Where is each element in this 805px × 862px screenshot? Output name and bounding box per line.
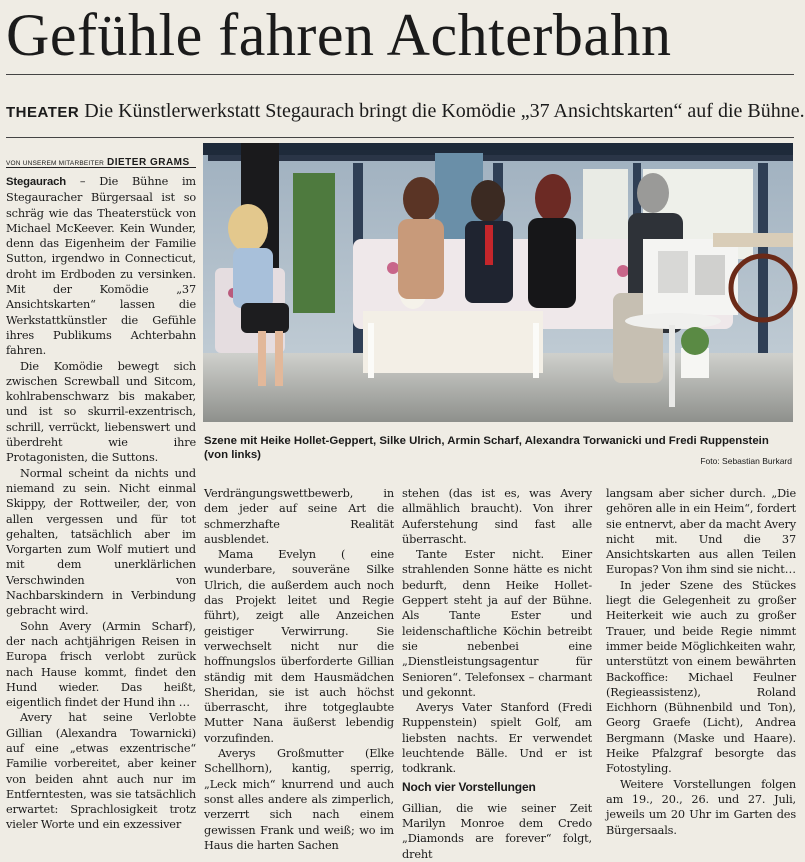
photo-caption: Szene mit Heike Hollet-Geppert, Silke Ulrich, Armin Scharf, Alexandra Torwanicki und Fredi Ruppenstein (von links) [204, 435, 769, 461]
byline-prefix: VON UNSEREM MITARBEITER [6, 160, 105, 167]
paragraph: langsam aber sicher durch. „Die gehören alle in ein Heim“, fordert sie entnervt, aber da macht Avery nicht mit. Und die 37 Ansichtskarten aus allen Teilen Europas? Von ihm sind sie nicht… [606, 487, 796, 577]
paragraph: Sohn Avery (Armin Scharf), der nach achtjährigen Reisen in Europa frisch verlobt zurück nach Hause kommt, findet den Hund wieder. Das heißt, eigentlich findet der Hund ihn … [6, 619, 196, 710]
paragraph: Tante Ester nicht. Einer strahlenden Sonne hätte es nicht bedurft, denn Heike Hollet-Geppert steht ja auf der Bühne. Als Tante Ester und leidenschaftliche Köchin betreibt sie nebenbei eine „Dienstleistungsagentur für Senioren“. Telefonsex – charmant und gekonnt. [402, 548, 592, 699]
paragraph: Avery hat seine Verlobte Gillian (Alexandra Towarnicki) auf eine „etwas exzentrische“ Familie vorbereitet, aber keiner von beiden ahnt auch nur im Entferntesten, was sie tatsächlich erwartet: Sprachlosigkeit trotz vieler Worte und ein exzessiver [6, 711, 196, 832]
divider [6, 74, 794, 75]
paragraph-text: – Die Bühne im Stegauracher Bürgersaal ist so schräg wie das Theaterstück von Michael McKeever. Kein Wunder, denn das Eigenheim der Familie Sutton, irgendwo in Connecticut, droht im Erdboden zu versinken. Mit der Komödie „37 Ansichtskarten“ lassen die Werkstattkünstler die Gefühle ihres Publikums Achterbahn fahren. [6, 175, 196, 358]
article-column-2 [204, 486, 394, 852]
byline-name: DIETER GRAMS [107, 157, 190, 168]
stage-photo [203, 143, 793, 422]
headline: Gefühle fahren Achterbahn [6, 2, 672, 68]
paragraph: In jeder Szene des Stückes liegt die Gelegenheit zu großer Heiterkeit wie auch zu großer Trauer, und beide Regie nimmt immer beide Möglichkeiten wahr, unterstützt von einem bewährten Backoffice: Michael Feulner (Regieassistenz), Roland Eichhorn (Bühnenbild und Ton), Georg Graefe (Licht), Andrea Bergmann (Maske und Haare). Heike Pfalzgraf besorgte das Fotostyling. [606, 578, 796, 776]
divider [6, 137, 794, 138]
paragraph: Weitere Vorstellungen folgen am 19., 20., 26. und 27. Juli, jeweils um 20 Uhr im Garten des Bürgersaals. [606, 777, 796, 837]
article-column-1 [6, 174, 196, 836]
article-column-4 [606, 486, 796, 836]
subheadline [6, 99, 805, 125]
paragraph: Averys Vater Stanford (Fredi Ruppenstein) spielt Golf, am liebsten nachts. Er verwendet leuchtende Bälle. Und er ist todkrank. [402, 701, 592, 776]
paragraph: stehen (das ist es, was Avery allmählich braucht). Von ihrer Auferstehung sind fast alle überrascht. [402, 487, 592, 546]
subheadline-text: Die Künstlerwerkstatt Stegaurach bringt die Komödie „37 Ansichtskarten“ auf die Bühne. [84, 100, 805, 122]
paragraph: Normal scheint da nichts und niemand zu sein. Nicht einmal Skippy, der Rottweiler, der, von allen vergessen und für tot gehalten, tatsächlich aber im Vorgarten zum Wolf mutiert und mit dem unerklärlichen Verschwinden von Nachbarskindern in Verbindung gebracht wird. [6, 466, 196, 618]
section-heading: Noch vier Vorstellungen [402, 779, 536, 794]
byline [6, 152, 196, 168]
paragraph [6, 174, 196, 359]
paragraph: Mama Evelyn ( eine wunderbare, souveräne Silke Ulrich, die außerdem auch noch das Projekt leitet und Regie führt), zeigt alle Anzeichen geistiger Verwirrung. Sie verwechselt nicht nur die hoffnungslos überforderte Gillian ständig mit dem Hausmädchen Sheridan, sie ist auch höchst überrascht, ihre totgeglaubte Mutter Nana äußerst lebendig vorzufinden. [204, 548, 394, 745]
kicker: THEATER [6, 104, 80, 121]
photo-credit: Foto: Sebastian Burkard [700, 456, 792, 466]
paragraph: Die Komödie bewegt sich zwischen Screwball und Sitcom, kohlrabenschwarz bis makaber, und ist so skurril-exzentrisch, schrill, verrückt, liebenswert und überdreht wie ihre Protagonisten, die Suttons. [6, 359, 196, 465]
dateline: Stegaurach [6, 176, 67, 188]
article-column-3 [402, 486, 592, 861]
paragraph: Verdrängungswettbewerb, in dem jeder auf seine Art die schmerzhafte Realität ausblendet. [204, 487, 394, 546]
paragraph: Gillian, die wie seiner Zeit Marilyn Monroe dem Credo „Diamonds are forever“ folgt, dreht [402, 801, 592, 861]
paragraph: Averys Großmutter (Elke Schellhorn), kantig, sperrig, „Leck mich“ knurrend und auch sonst alles andere als zimperlich, verzerrt sich nach einem gewissen Frank und weiß; wo im Haus die harten Sachen [204, 747, 394, 852]
